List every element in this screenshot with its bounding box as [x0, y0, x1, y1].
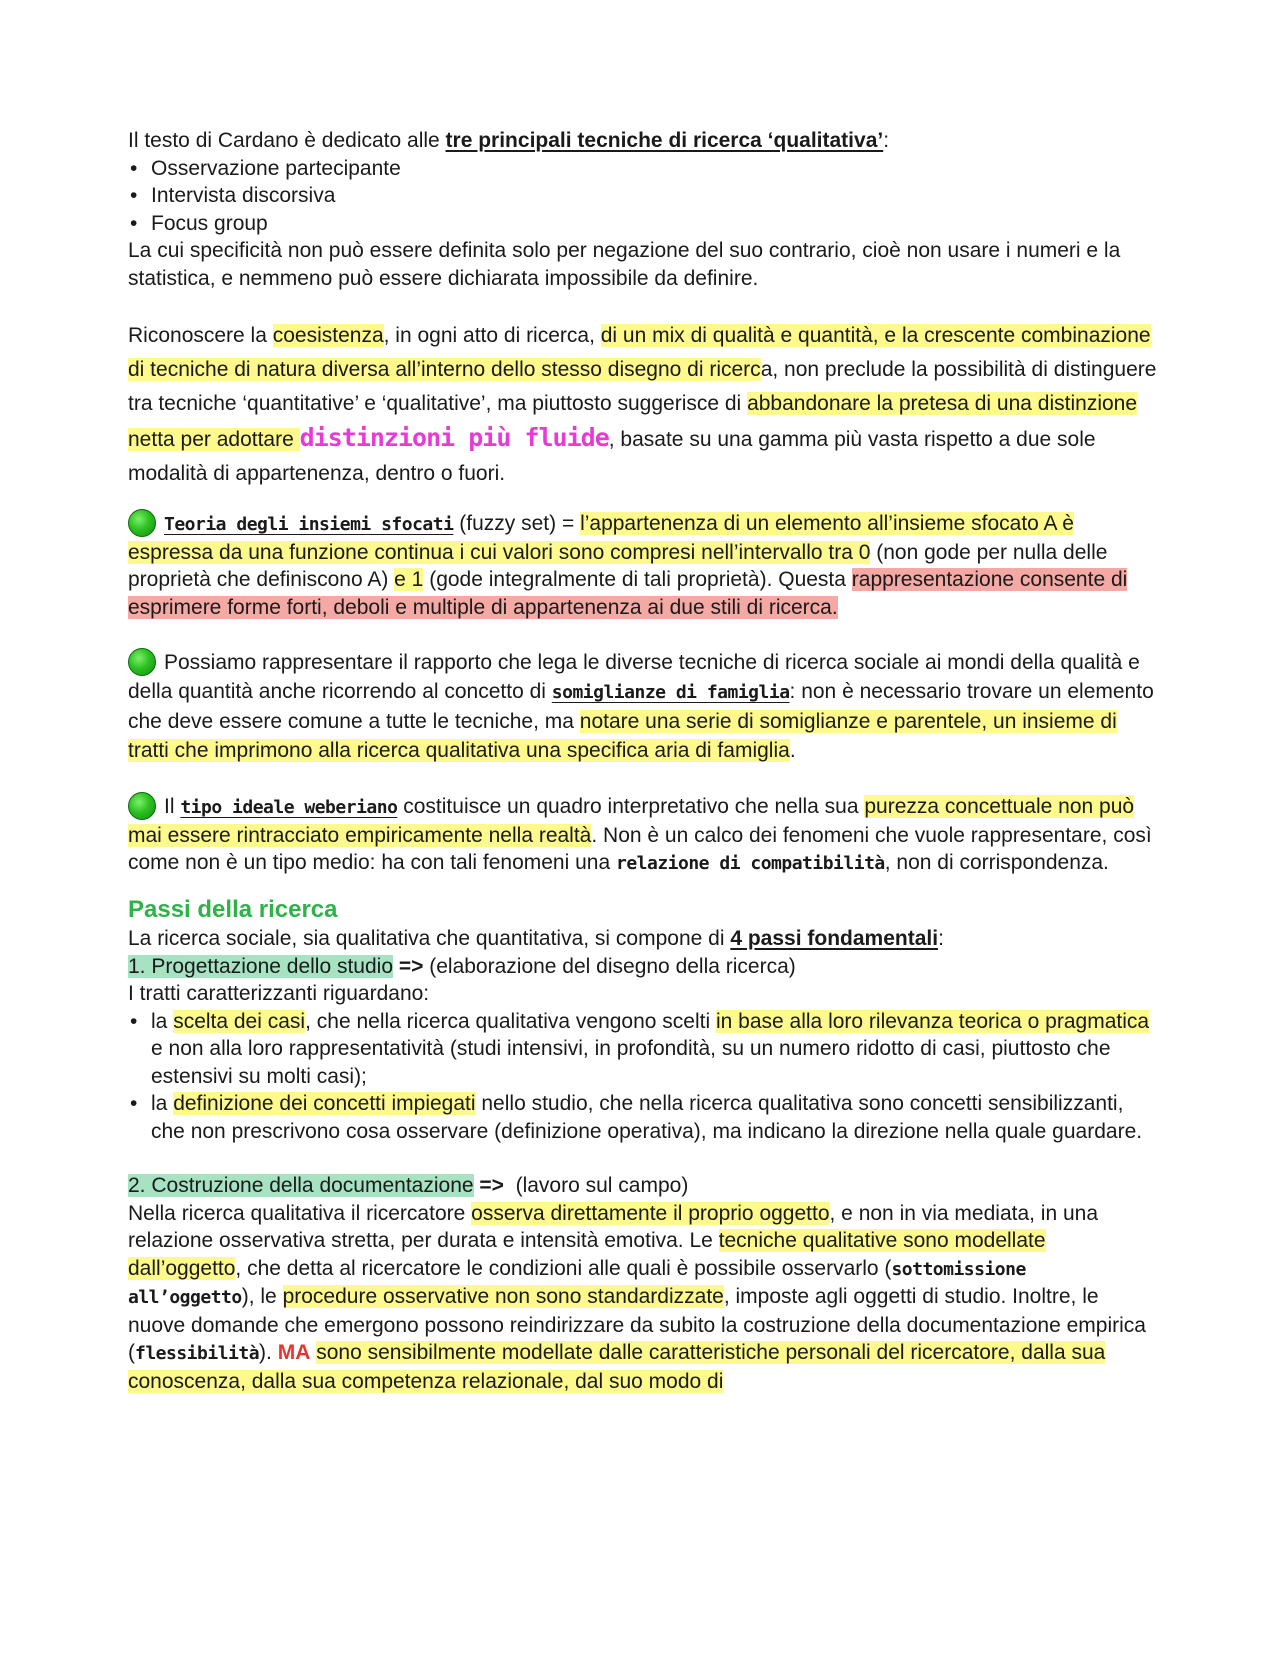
highlight: di un mix di qualità e quantità, e la crescente combinazione di tecniche di natura diversa all’interno dello stesso disegno di ricerc	[128, 324, 1151, 381]
text: , non di corrispondenza.	[884, 851, 1109, 874]
text: Il	[164, 795, 181, 818]
highlight: notare una serie di somiglianze e parentele, un insieme di tratti che imprimono alla ricerca qualitativa una specifica aria di famiglia	[128, 710, 1117, 762]
highlight-red: rappresentazione consente di esprimere forme forti, deboli e multiple di appartenenza ai due stili di ricerca.	[128, 568, 1128, 619]
text: La ricerca sociale, sia qualitativa che quantitativa, si compone di	[128, 927, 731, 950]
intro-line	[128, 127, 1160, 155]
highlight: definizione dei concetti impiegati	[173, 1092, 476, 1115]
section-title: Passi della ricerca	[128, 895, 338, 923]
text: .	[789, 739, 796, 762]
handwritten-term: sottomissione all’oggetto	[128, 1258, 1026, 1308]
paragraph-documentation	[128, 1200, 1160, 1396]
step-1-title: 1. Progettazione dello studio	[128, 954, 394, 978]
list-item	[128, 1090, 1160, 1145]
text: , in ogni atto di ricerca,	[383, 324, 601, 347]
text: la	[151, 1009, 174, 1033]
list-item	[128, 1008, 1160, 1091]
highlight: coesistenza	[272, 324, 384, 347]
arrow: =>	[473, 1174, 504, 1197]
pink-handwritten-term: distinzioni più fluide	[299, 423, 609, 452]
text: (fuzzy set) =	[453, 512, 581, 535]
highlight: sono sensibilmente modellate dalle caratteristiche personali del ricercatore, dalla sua conoscenza, dalla sua competenza relazionale, dal suo modo di	[128, 1341, 1106, 1393]
highlight: osserva direttamente il proprio oggetto	[471, 1201, 830, 1225]
list-item: • Osservazione partecipante	[128, 155, 1160, 183]
handwritten-term: somiglianze di famiglia	[551, 682, 790, 703]
text: , che nella ricerca qualitativa vengono scelti	[305, 1009, 716, 1033]
intro-after: La cui specificità non può essere definita solo per negazione del suo contrario, cioè non usare i numeri e la statistica, e nemmeno può essere dichiarata impossibile da definire.	[128, 239, 1121, 290]
intro-lead: Il testo di Cardano è dedicato alle	[128, 129, 446, 152]
text: Possiamo rappresentare il rapporto che lega le diverse tecniche di ricerca sociale ai mondi della qualità e della quantità anche ricorrendo al concetto di	[128, 651, 1140, 703]
handwritten-term: Teoria degli insiemi sfocati	[164, 514, 454, 535]
section-intro	[128, 925, 1160, 953]
handwritten-term: flessibilità	[135, 1343, 260, 1364]
arrow: =>	[393, 954, 424, 978]
step-1-heading	[128, 953, 1160, 981]
step-2-title: 2. Costruzione della documentazione	[128, 1174, 474, 1197]
text: (non gode per nulla delle proprietà che definiscono A)	[128, 540, 1108, 591]
bold-phrase: 4 passi fondamentali	[730, 927, 939, 950]
text: , imposte agli oggetti di studio. Inoltre, le nuove domande che emergono possono reindirizzare da subito la costruzione della documentazione empirica (	[128, 1285, 1146, 1364]
text: . Non è un calco dei fenomeni che vuole rappresentare, così come non è un tipo medio: ha con tali fenomeni una	[128, 823, 1152, 874]
text: la	[151, 1092, 174, 1115]
text: e non alla loro rappresentatività (studi intensivi, in profondità, su un numero ridotto di casi, piuttosto che estensivi su molti casi);	[151, 1037, 1111, 1088]
text: nello studio, che nella ricerca qualitativa sono concetti sensibilizzanti, che non prescrivono cosa osservare (definizione operativa), ma indicano la direzione nella quale guardare.	[151, 1092, 1143, 1143]
text: (elaborazione del disegno della ricerca)	[423, 954, 796, 978]
list-item: • Focus group	[128, 210, 1160, 238]
paragraph-ideal-type	[128, 792, 1160, 878]
highlight: purezza concettuale non può mai essere rintracciato empiricamente nella realtà	[128, 795, 1135, 847]
paragraph-family-resemblance	[128, 648, 1160, 765]
traits-list	[128, 1008, 1160, 1146]
text: (gode integralmente di tali proprietà). Questa	[423, 568, 852, 591]
text: Riconoscere la	[128, 324, 273, 347]
highlight: in base alla loro rilevanza teorica o pragmatica	[716, 1009, 1150, 1033]
highlight: scelta dei casi	[173, 1009, 306, 1033]
highlight: tecniche qualitative sono modellate dall’oggetto	[128, 1229, 1046, 1280]
green-bullet-icon	[128, 509, 156, 537]
traits-line: I tratti caratterizzanti riguardano:	[128, 982, 430, 1005]
highlight: e 1	[394, 568, 424, 591]
highlight: l’appartenenza di un elemento all’insieme sfocato A è espressa da una funzione continua i cui valori sono compresi nell’intervallo tra 0	[128, 512, 1074, 564]
red-emphasis: MA	[277, 1341, 311, 1364]
text: , che detta al ricercatore le condizioni alle quali è possibile osservarlo (	[235, 1256, 892, 1280]
text: costituisce un quadro interpretativo che nella sua	[397, 795, 865, 818]
text: , basate su una gamma più vasta rispetto a due sole modalità di appartenenza, dentro o fuori.	[128, 428, 1096, 485]
text: ), le	[241, 1285, 283, 1308]
intro-bold-phrase: tre principali tecniche di ricerca ‘qualitativa’	[445, 129, 884, 152]
highlight: abbandonare la pretesa di una distinzione netta per adottare	[128, 392, 1138, 451]
paragraph-coexistence	[128, 319, 1160, 491]
intro-tail: :	[883, 129, 890, 152]
technique-list	[128, 155, 1160, 238]
highlight: procedure osservative non sono standardizzate	[282, 1285, 724, 1308]
paragraph-fuzzy-set	[128, 509, 1160, 621]
handwritten-term: tipo ideale weberiano	[180, 797, 398, 818]
text: , e non in via mediata, in una relazione osservativa stretta, per durata e intensità emotiva. Le	[128, 1201, 1099, 1252]
text: (lavoro sul campo)	[503, 1174, 689, 1197]
green-bullet-icon	[128, 792, 156, 820]
handwritten-term: relazione di compatibilità	[615, 853, 885, 874]
text: ).	[259, 1341, 278, 1364]
text: a, non preclude la possibilità di distinguere tra tecniche ‘quantitative’ e ‘qualitative’, ma piuttosto suggerisce di	[128, 358, 1157, 415]
text: : non è necessario trovare un elemento che deve essere comune a tutte le tecniche, ma	[128, 680, 1154, 733]
list-item: • Intervista discorsiva	[128, 182, 1160, 210]
green-bullet-icon	[128, 648, 156, 676]
text: Nella ricerca qualitativa il ricercatore	[128, 1201, 472, 1225]
step-2-heading	[128, 1172, 1160, 1200]
text: :	[938, 927, 944, 950]
